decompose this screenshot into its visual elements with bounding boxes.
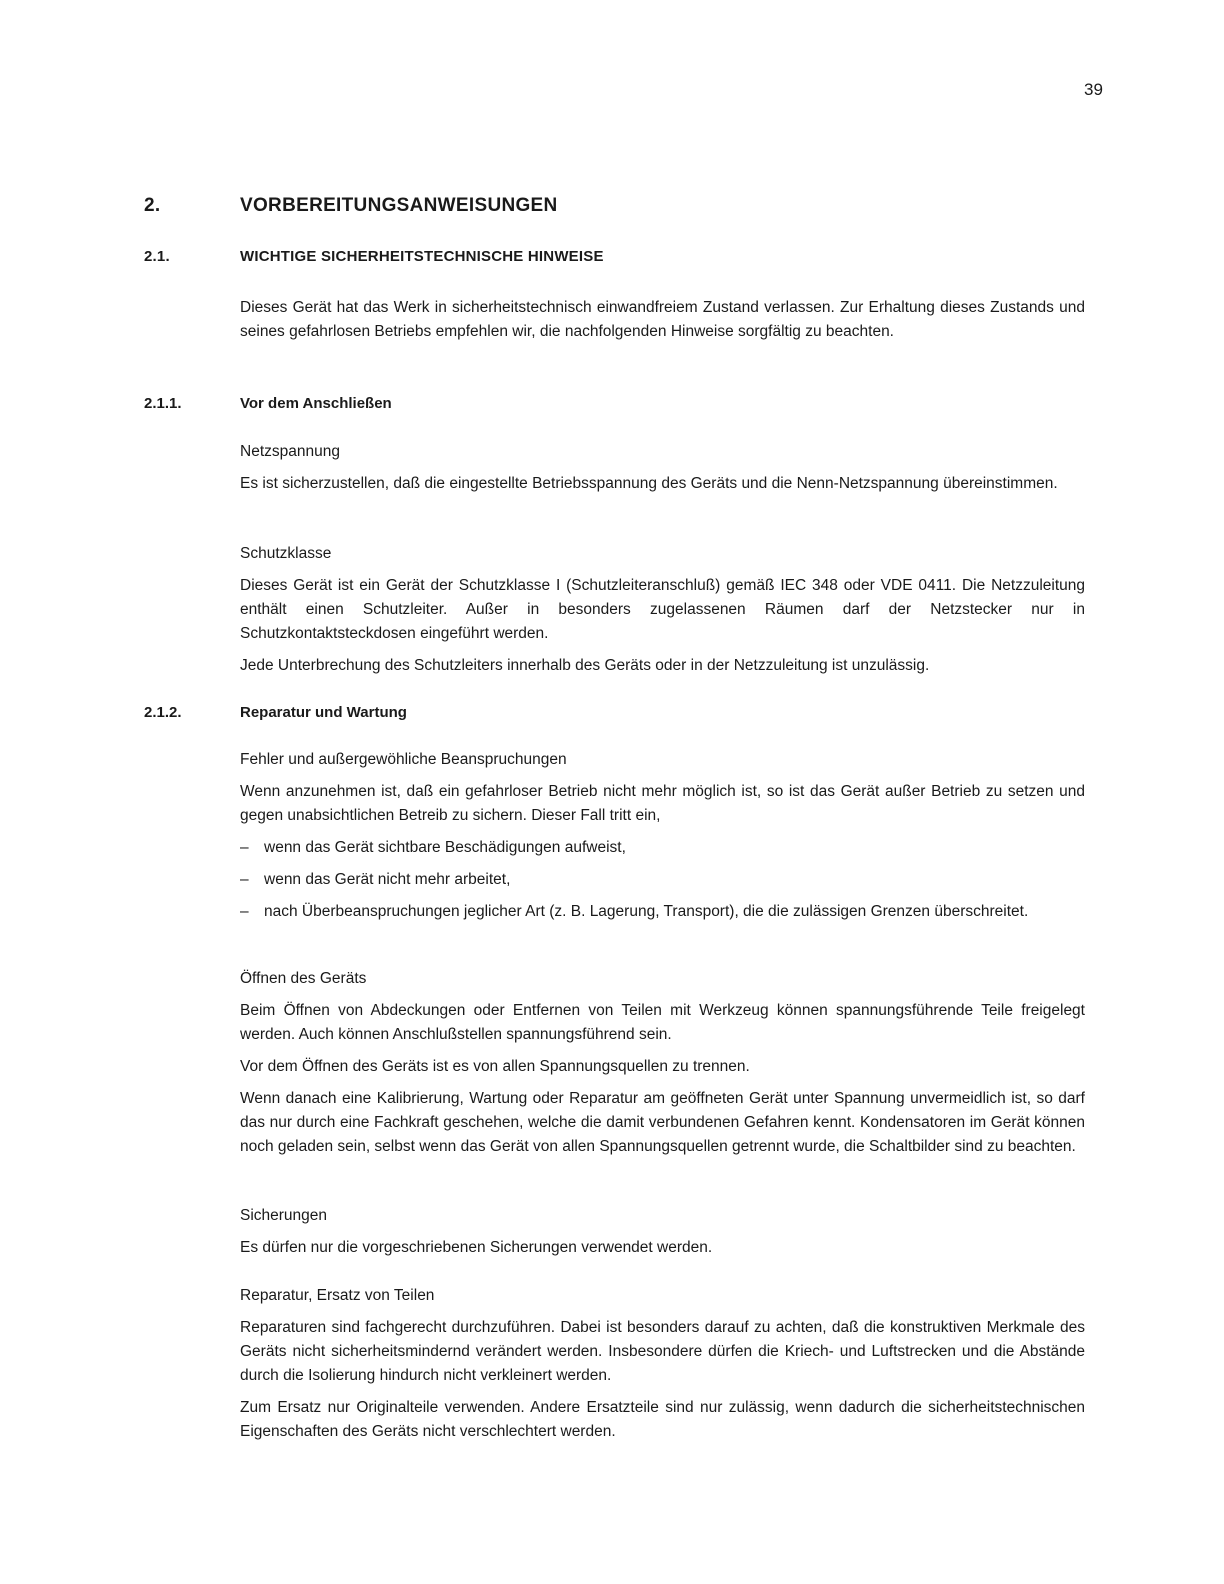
oeffnen-block — [240, 967, 1085, 1159]
section-2-1-title: WICHTIGE SICHERHEITSTECHNISCHE HINWEISE — [240, 248, 604, 265]
list-item — [240, 900, 1085, 924]
section-2-1-number: 2.1. — [144, 248, 170, 265]
fehler-block — [240, 748, 1085, 932]
list-item-text: wenn das Gerät nicht mehr arbeitet, — [264, 871, 511, 888]
oeffnen-text-1: Beim Öffnen von Abdeckungen oder Entfernen von Teilen mit Werkzeug können spannungsführende Teile freigelegt werden. Auch können Anschlußstellen spannungsführend sein. — [240, 1002, 1085, 1043]
sicherungen-block — [240, 1204, 1085, 1260]
list-item-text: nach Überbeanspruchungen jeglicher Art (z. B. Lagerung, Transport), die die zulässigen Grenzen überschreitet. — [264, 903, 1029, 920]
fehler-list — [240, 836, 1085, 924]
section-2-1-1-netz-block — [240, 440, 1085, 496]
page-number: 39 — [1084, 80, 1103, 99]
section-2-1-2-title: Reparatur und Wartung — [240, 704, 407, 721]
oeffnen-heading: Öffnen des Geräts — [240, 970, 367, 987]
section-2-1-2-number: 2.1.2. — [144, 704, 182, 721]
chapter-title: VORBEREITUNGSANWEISUNGEN — [240, 195, 558, 216]
netzspannung-text: Es ist sicherzustellen, daß die eingestellte Betriebsspannung des Geräts und die Nenn-Netzspannung übereinstimmen. — [240, 475, 1058, 492]
section-2-1-intro-block — [240, 296, 1085, 344]
list-item-text: wenn das Gerät sichtbare Beschädigungen aufweist, — [264, 839, 626, 856]
dash-mark: – — [240, 839, 249, 856]
schutzklasse-heading: Schutzklasse — [240, 545, 332, 562]
schutzklasse-text-2: Jede Unterbrechung des Schutzleiters innerhalb des Geräts oder in der Netzzuleitung ist unzulässig. — [240, 657, 930, 674]
reparatur-text-1: Reparaturen sind fachgerecht durchzuführen. Dabei ist besonders darauf zu achten, daß die konstruktiven Merkmale des Geräts nicht sicherheitsmindernd verändert werden. Insbesondere dürfen die Kriech- und Luftstrecken und die Abstände durch die Isolierung hindurch nicht verkleinert werden. — [240, 1319, 1085, 1384]
list-item — [240, 868, 1085, 892]
section-2-1-1-schutz-block — [240, 542, 1085, 678]
netzspannung-heading: Netzspannung — [240, 443, 340, 460]
sicherungen-heading: Sicherungen — [240, 1207, 328, 1224]
section-2-1-1-title: Vor dem Anschließen — [240, 395, 392, 412]
reparatur-block — [240, 1284, 1085, 1444]
dash-mark: – — [240, 903, 249, 920]
section-2-1-1-number: 2.1.1. — [144, 395, 182, 412]
reparatur-text-2: Zum Ersatz nur Originalteile verwenden. Andere Ersatzteile sind nur zulässig, wenn dadurch die sicherheitstechnischen Eigenschaften des Geräts nicht verschlechtert werden. — [240, 1399, 1085, 1440]
chapter-number: 2. — [144, 195, 161, 216]
section-2-1-intro: Dieses Gerät hat das Werk in sicherheitstechnisch einwandfreiem Zustand verlassen. Zur Erhaltung dieses Zustands und seines gefahrlosen Betriebs empfehlen wir, die nachfolgenden Hinweise sorgfältig zu beachten. — [240, 299, 1085, 340]
oeffnen-text-3: Wenn danach eine Kalibrierung, Wartung oder Reparatur am geöffneten Gerät unter Spannung unvermeidlich ist, so darf das nur durch eine Fachkraft geschehen, welche die damit verbundenen Gefahren kennt. Kondensatoren im Gerät können noch geladen sein, selbst wenn das Gerät von allen Spannungsquellen getrennt wurde, die Schaltbilder sind zu beachten. — [240, 1090, 1085, 1155]
list-item — [240, 836, 1085, 860]
reparatur-heading: Reparatur, Ersatz von Teilen — [240, 1287, 435, 1304]
dash-mark: – — [240, 871, 249, 888]
oeffnen-text-2: Vor dem Öffnen des Geräts ist es von allen Spannungsquellen zu trennen. — [240, 1058, 750, 1075]
fehler-heading: Fehler und außergewöhliche Beanspruchungen — [240, 751, 567, 768]
sicherungen-text: Es dürfen nur die vorgeschriebenen Sicherungen verwendet werden. — [240, 1239, 713, 1256]
fehler-text: Wenn anzunehmen ist, daß ein gefahrloser Betrieb nicht mehr möglich ist, so ist das Gerät außer Betrieb zu setzen und gegen unabsichtlichen Betreib zu sichern. Dieser Fall tritt ein, — [240, 783, 1085, 824]
schutzklasse-text-1: Dieses Gerät ist ein Gerät der Schutzklasse I (Schutzleiteranschluß) gemäß IEC 348 oder VDE 0411. Die Netzzuleitung enthält einen Schutzleiter. Außer in besonders zugelassenen Räumen darf der Netzstecker nur in Schutzkontaktsteckdosen eingeführt werden. — [240, 577, 1085, 642]
